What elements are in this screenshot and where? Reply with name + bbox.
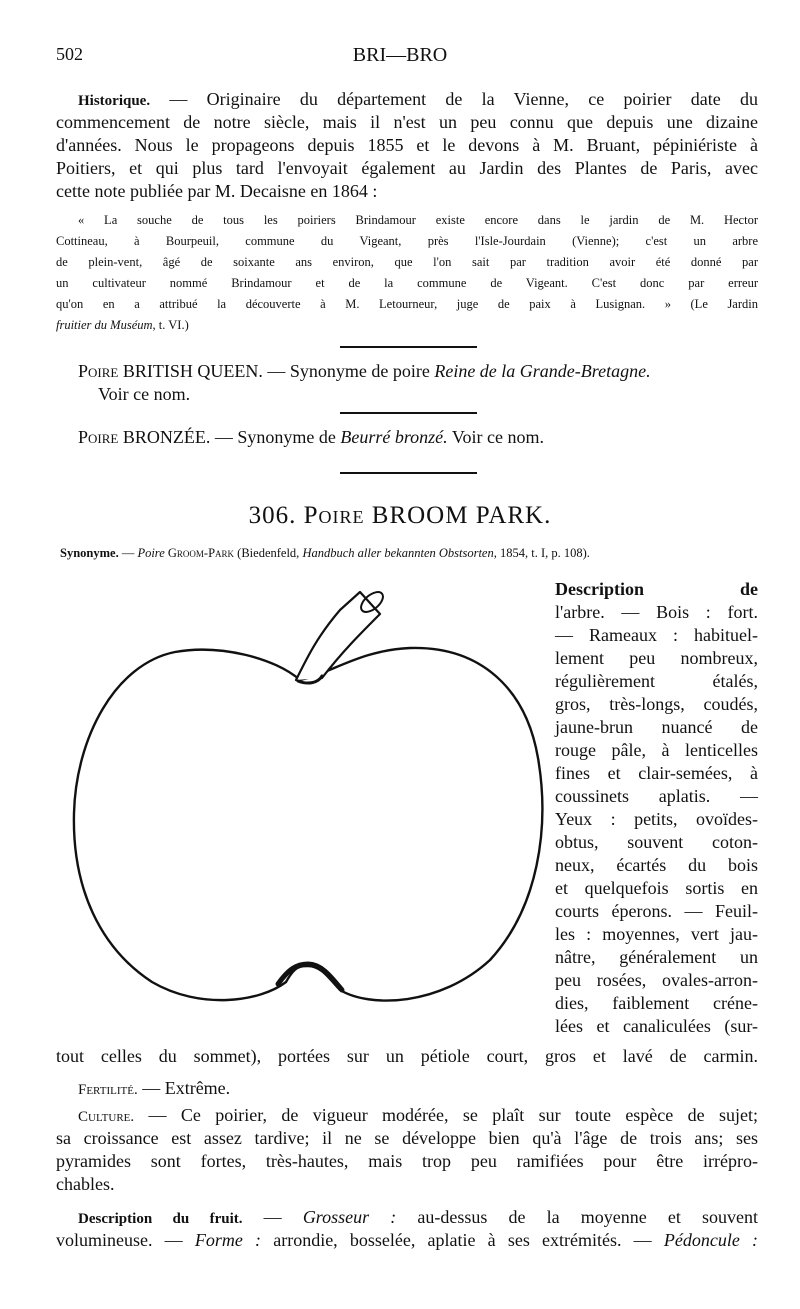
quote-line-4: un cultivateur nommé Brindamour et de la commune de Vigeant. C'est donc par erreur xyxy=(56,276,758,290)
historique-line-4: Poitiers, et qui plus tard l'envoyait également au Jardin des Plantes de Paris, avec xyxy=(56,158,758,178)
arbre-line-14: et quelquefois sortis en xyxy=(555,878,758,898)
arbre-line-20: lées et canaliculées (sur- xyxy=(555,1016,758,1036)
arbre-line-16: les : moyennes, vert jau- xyxy=(555,924,758,944)
arbre-line-4: lement peu nombreux, xyxy=(555,648,758,668)
entry-british-queen: Poire BRITISH QUEEN. — Synonyme de poire Reine de la Grande-Bretagne. xyxy=(78,361,651,381)
arbre-line-5: régulièrement étalés, xyxy=(555,671,758,691)
quote-line-5: qu'on en a attribué la découverte à M. Letourneur, juge de paix à Lusignan. » (Le Jardin xyxy=(56,297,758,311)
arbre-line-17: nâtre, généralement un xyxy=(555,947,758,967)
page-number: 502 xyxy=(56,44,83,64)
fruit-outline-illustration xyxy=(60,588,550,1018)
arbre-line-2: l'arbre. — Bois : fort. xyxy=(555,602,758,622)
quote-line-2: Cottineau, à Bourpeuil, commune du Vigeant, près l'Isle-Jourdain (Vienne); c'est un arbre xyxy=(56,234,758,248)
culture-line-4: chables. xyxy=(56,1174,115,1194)
arbre-line-15: courts éperons. — Feuil- xyxy=(555,901,758,921)
fruit-line-1: Description du fruit. — Grosseur : au-dessus de la moyenne et souvent xyxy=(78,1207,759,1227)
running-title: BRI—BRO xyxy=(352,44,448,66)
arbre-line-19: dies, faiblement créne- xyxy=(555,993,758,1013)
historique-label: Historique. xyxy=(78,93,151,109)
page-title: 306. Poire BROOM PARK. xyxy=(248,502,552,529)
quote-line-1: « La souche de tous les poiriers Brindamour existe encore dans le jardin de M. Hector xyxy=(78,213,758,227)
arbre-line-1: Description de xyxy=(555,579,758,599)
fruit-line-2: volumineuse. — Forme : arrondie, bosselée, aplatie à ses extrémités. — Pédoncule : xyxy=(56,1230,758,1250)
quote-line-6: fruitier du Muséum, t. VI.) xyxy=(56,318,189,332)
arbre-line-18: peu rosées, ovales-arron- xyxy=(555,970,758,990)
culture-line-2: sa croissance est assez tardive; il ne se développe bien qu'à l'âge de trois ans; ses xyxy=(56,1128,758,1148)
arbre-line-6: gros, très-longs, coudés, xyxy=(555,694,758,714)
divider xyxy=(340,346,477,348)
historique-line-5: cette note publiée par M. Decaisne en 1864 : xyxy=(56,181,378,201)
entry-british-queen-cont: Voir ce nom. xyxy=(98,384,191,404)
historique-line-3: d'années. Nous le propageons depuis 1855 et le devons à M. Bruant, pépiniériste à xyxy=(56,135,758,155)
arbre-line-11: Yeux : petits, ovoïdes- xyxy=(555,809,758,829)
entry-bronzee: Poire BRONZÉE. — Synonyme de Beurré bronzé. Voir ce nom. xyxy=(78,427,544,447)
arbre-line-3: — Rameaux : habituel- xyxy=(555,625,758,645)
historique-line-1: Historique. — Originaire du département de la Vienne, ce poirier date du xyxy=(78,89,758,109)
culture-line-1: Culture. — Ce poirier, de vigueur modérée, se plaît sur toute espèce de sujet; xyxy=(78,1105,758,1125)
quote-line-3: de plein-vent, âgé de soixante ans environ, que l'on sait par tradition avoir été donné par xyxy=(56,255,758,269)
arbre-line-9: fines et clair-semées, à xyxy=(555,763,758,783)
arbre-line-7: jaune-brun nuancé de xyxy=(555,717,758,737)
divider xyxy=(340,412,477,414)
culture-line-3: pyramides sont fortes, très-hautes, mais trop peu ramifiées pour être irrépro- xyxy=(56,1151,758,1171)
fertilite-line: Fertilité. — Extrême. xyxy=(78,1078,231,1098)
arbre-line-12: obtus, souvent coton- xyxy=(555,832,758,852)
historique-line-2: commencement de notre siècle, mais il n'est un peu connu que depuis une dizaine xyxy=(56,112,758,132)
arbre-line-13: neux, écartés du bois xyxy=(555,855,758,875)
arbre-line-8: rouge pâle, à lenticelles xyxy=(555,740,758,760)
divider xyxy=(340,472,477,474)
synonyme-line: Synonyme. — Poire Groom-Park (Biedenfeld, Handbuch aller bekannten Obstsorten, 1854, t. I, p. 108). xyxy=(60,546,590,560)
arbre-line-10: coussinets aplatis. — xyxy=(555,786,758,806)
arbre-line-21: tout celles du sommet), portées sur un pétiole court, gros et lavé de carmin. xyxy=(56,1046,758,1066)
